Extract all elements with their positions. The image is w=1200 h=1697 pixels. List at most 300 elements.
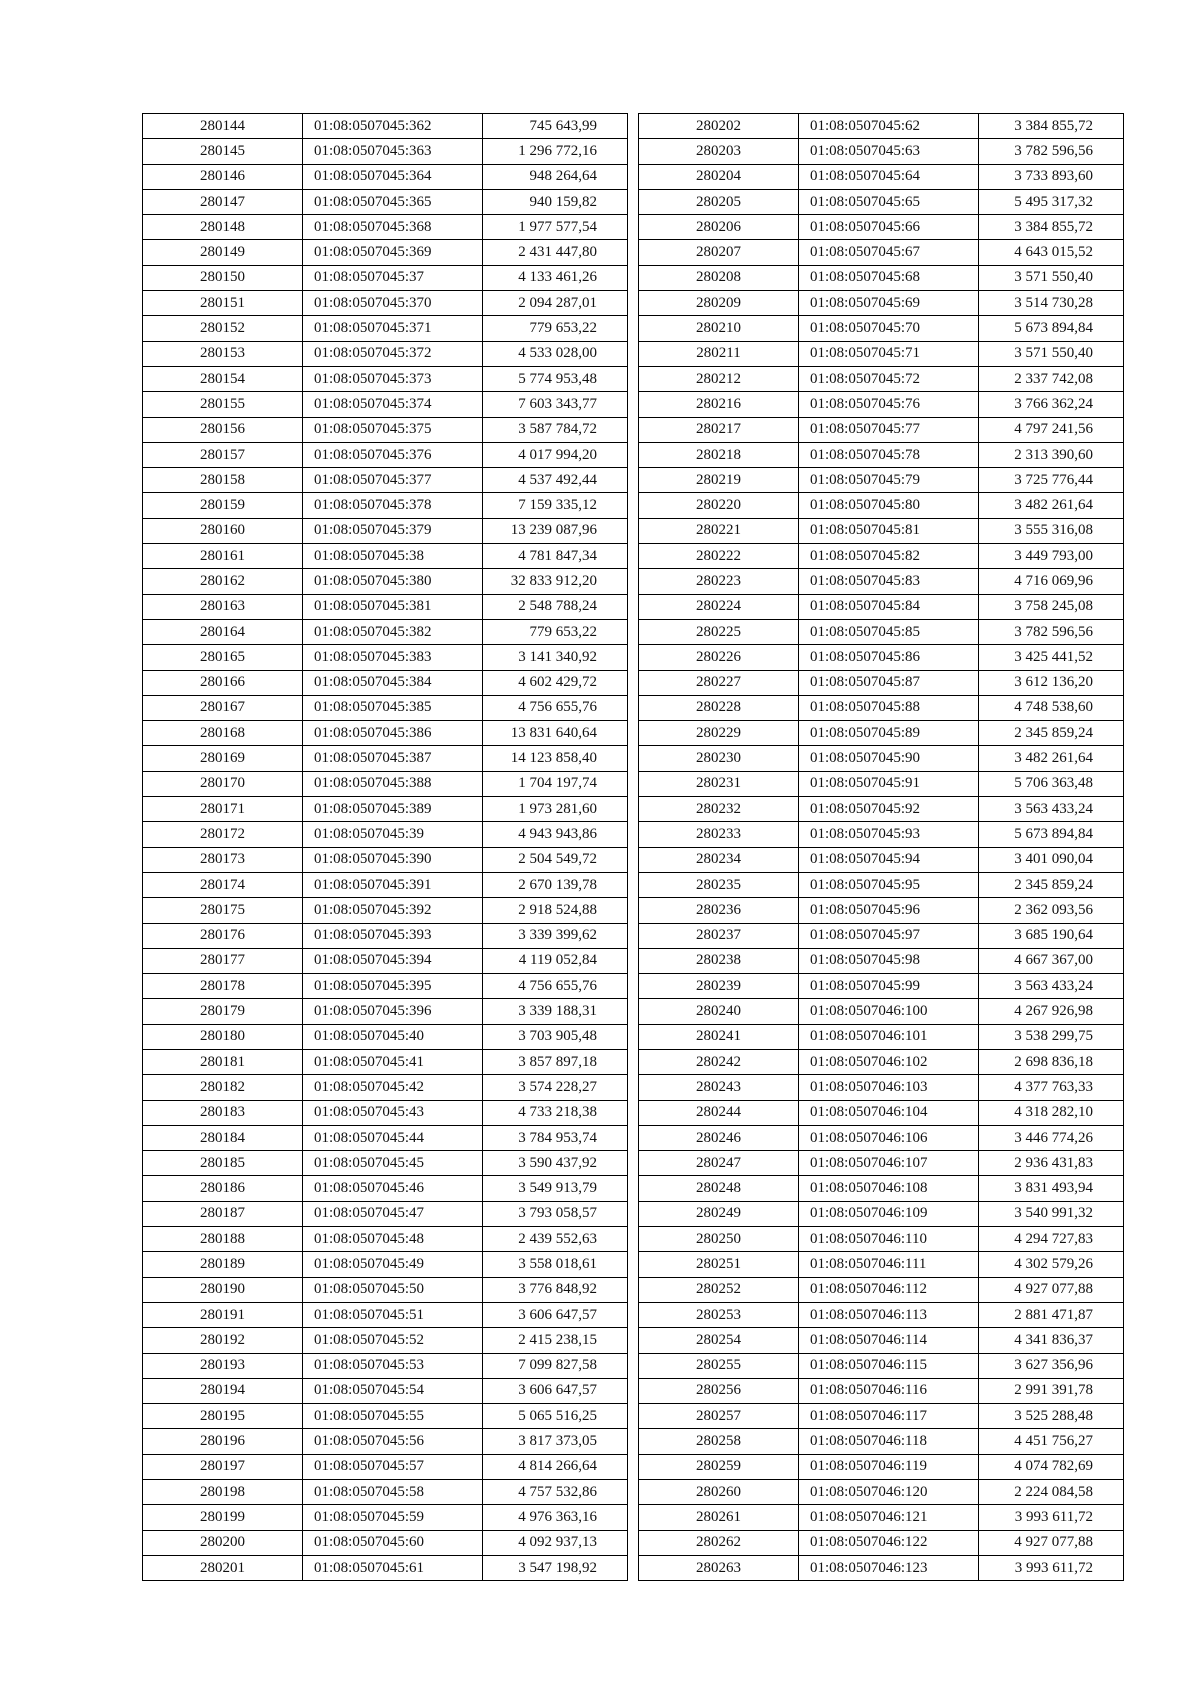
table-row <box>639 493 1124 518</box>
cadastral-number-cell: 01:08:0507045:393 <box>303 923 483 948</box>
cadastral-number-cell: 01:08:0507045:42 <box>303 1075 483 1100</box>
cadastral-number-cell: 01:08:0507045:56 <box>303 1429 483 1454</box>
table-row <box>143 468 628 493</box>
cadastral-number-cell: 01:08:0507045:83 <box>799 569 979 594</box>
row-number-cell: 280228 <box>639 695 799 720</box>
value-cell: 3 574 228,27 <box>483 1075 628 1100</box>
cadastral-number-cell: 01:08:0507045:390 <box>303 847 483 872</box>
value-cell: 14 123 858,40 <box>483 746 628 771</box>
row-number-cell: 280202 <box>639 114 799 139</box>
table-row <box>143 746 628 771</box>
value-cell: 4 377 763,33 <box>979 1075 1124 1100</box>
cadastral-number-cell: 01:08:0507046:101 <box>799 1024 979 1049</box>
row-number-cell: 280241 <box>639 1024 799 1049</box>
cadastral-number-cell: 01:08:0507045:53 <box>303 1353 483 1378</box>
row-number-cell: 280146 <box>143 164 303 189</box>
table-row <box>143 645 628 670</box>
table-row <box>143 316 628 341</box>
value-cell: 4 267 926,98 <box>979 999 1124 1024</box>
table-row <box>639 1353 1124 1378</box>
cadastral-number-cell: 01:08:0507045:71 <box>799 341 979 366</box>
value-cell: 3 482 261,64 <box>979 493 1124 518</box>
value-cell: 1 977 577,54 <box>483 215 628 240</box>
row-number-cell: 280222 <box>639 544 799 569</box>
table-row <box>143 1429 628 1454</box>
row-number-cell: 280171 <box>143 797 303 822</box>
value-cell: 779 653,22 <box>483 619 628 644</box>
value-cell: 3 857 897,18 <box>483 1049 628 1074</box>
table-row <box>143 341 628 366</box>
row-number-cell: 280145 <box>143 139 303 164</box>
table-row <box>639 1505 1124 1530</box>
row-number-cell: 280242 <box>639 1049 799 1074</box>
value-cell: 4 733 218,38 <box>483 1100 628 1125</box>
value-cell: 4 797 241,56 <box>979 417 1124 442</box>
cadastral-number-cell: 01:08:0507045:380 <box>303 569 483 594</box>
table-row <box>639 822 1124 847</box>
table-row <box>639 1302 1124 1327</box>
cadastral-number-cell: 01:08:0507045:49 <box>303 1252 483 1277</box>
row-number-cell: 280162 <box>143 569 303 594</box>
row-number-cell: 280170 <box>143 771 303 796</box>
row-number-cell: 280256 <box>639 1378 799 1403</box>
table-row <box>639 240 1124 265</box>
cadastral-number-cell: 01:08:0507046:122 <box>799 1530 979 1555</box>
row-number-cell: 280201 <box>143 1555 303 1580</box>
value-cell: 3 627 356,96 <box>979 1353 1124 1378</box>
value-cell: 4 781 847,34 <box>483 544 628 569</box>
cadastral-number-cell: 01:08:0507045:86 <box>799 645 979 670</box>
row-number-cell: 280233 <box>639 822 799 847</box>
table-row <box>143 1100 628 1125</box>
table-row <box>639 569 1124 594</box>
row-number-cell: 280226 <box>639 645 799 670</box>
table-row <box>143 1075 628 1100</box>
value-cell: 4 756 655,76 <box>483 974 628 999</box>
row-number-cell: 280223 <box>639 569 799 594</box>
value-cell: 3 817 373,05 <box>483 1429 628 1454</box>
cadastral-number-cell: 01:08:0507045:93 <box>799 822 979 847</box>
cadastral-number-cell: 01:08:0507045:388 <box>303 771 483 796</box>
cadastral-number-cell: 01:08:0507045:394 <box>303 948 483 973</box>
table-row <box>143 872 628 897</box>
table-row <box>639 771 1124 796</box>
row-number-cell: 280173 <box>143 847 303 872</box>
value-cell: 3 549 913,79 <box>483 1176 628 1201</box>
cadastral-number-cell: 01:08:0507045:382 <box>303 619 483 644</box>
cadastral-number-cell: 01:08:0507046:100 <box>799 999 979 1024</box>
row-number-cell: 280240 <box>639 999 799 1024</box>
row-number-cell: 280203 <box>639 139 799 164</box>
table-row <box>143 392 628 417</box>
row-number-cell: 280144 <box>143 114 303 139</box>
cadastral-number-cell: 01:08:0507045:76 <box>799 392 979 417</box>
cadastral-number-cell: 01:08:0507045:375 <box>303 417 483 442</box>
row-number-cell: 280249 <box>639 1201 799 1226</box>
cadastral-number-cell: 01:08:0507046:108 <box>799 1176 979 1201</box>
row-number-cell: 280169 <box>143 746 303 771</box>
row-number-cell: 280152 <box>143 316 303 341</box>
row-number-cell: 280172 <box>143 822 303 847</box>
value-cell: 4 341 836,37 <box>979 1328 1124 1353</box>
table-row <box>639 619 1124 644</box>
cadastral-number-cell: 01:08:0507045:81 <box>799 518 979 543</box>
value-cell: 2 337 742,08 <box>979 366 1124 391</box>
value-cell: 2 362 093,56 <box>979 898 1124 923</box>
table-row <box>639 189 1124 214</box>
cadastral-number-cell: 01:08:0507045:96 <box>799 898 979 923</box>
cadastral-number-cell: 01:08:0507045:368 <box>303 215 483 240</box>
cadastral-number-cell: 01:08:0507046:116 <box>799 1378 979 1403</box>
row-number-cell: 280174 <box>143 872 303 897</box>
row-number-cell: 280246 <box>639 1125 799 1150</box>
table-row <box>639 544 1124 569</box>
row-number-cell: 280238 <box>639 948 799 973</box>
row-number-cell: 280179 <box>143 999 303 1024</box>
value-cell: 4 074 782,69 <box>979 1454 1124 1479</box>
row-number-cell: 280184 <box>143 1125 303 1150</box>
row-number-cell: 280247 <box>639 1151 799 1176</box>
value-cell: 3 540 991,32 <box>979 1201 1124 1226</box>
table-row <box>639 1328 1124 1353</box>
row-number-cell: 280168 <box>143 721 303 746</box>
table-row <box>143 1454 628 1479</box>
row-number-cell: 280176 <box>143 923 303 948</box>
cadastral-number-cell: 01:08:0507045:374 <box>303 392 483 417</box>
value-cell: 4 602 429,72 <box>483 670 628 695</box>
value-cell: 4 537 492,44 <box>483 468 628 493</box>
value-cell: 1 296 772,16 <box>483 139 628 164</box>
table-row <box>143 1277 628 1302</box>
value-cell: 2 345 859,24 <box>979 872 1124 897</box>
cadastral-number-cell: 01:08:0507045:87 <box>799 670 979 695</box>
value-cell: 3 563 433,24 <box>979 797 1124 822</box>
value-cell: 779 653,22 <box>483 316 628 341</box>
value-cell: 2 936 431,83 <box>979 1151 1124 1176</box>
table-row <box>143 569 628 594</box>
row-number-cell: 280196 <box>143 1429 303 1454</box>
row-number-cell: 280194 <box>143 1378 303 1403</box>
row-number-cell: 280243 <box>639 1075 799 1100</box>
cadastral-number-cell: 01:08:0507045:43 <box>303 1100 483 1125</box>
table-row <box>143 1555 628 1580</box>
table-row <box>143 797 628 822</box>
cadastral-number-cell: 01:08:0507046:112 <box>799 1277 979 1302</box>
value-cell: 7 099 827,58 <box>483 1353 628 1378</box>
table-row <box>143 1378 628 1403</box>
cadastral-number-cell: 01:08:0507045:79 <box>799 468 979 493</box>
table-row <box>639 1075 1124 1100</box>
table-row <box>639 1125 1124 1150</box>
value-cell: 13 831 640,64 <box>483 721 628 746</box>
row-number-cell: 280153 <box>143 341 303 366</box>
value-cell: 3 384 855,72 <box>979 114 1124 139</box>
value-cell: 2 991 391,78 <box>979 1378 1124 1403</box>
cadastral-number-cell: 01:08:0507046:117 <box>799 1404 979 1429</box>
table-row <box>639 1227 1124 1252</box>
table-row <box>639 1378 1124 1403</box>
cadastral-number-cell: 01:08:0507045:48 <box>303 1227 483 1252</box>
value-cell: 2 504 549,72 <box>483 847 628 872</box>
row-number-cell: 280205 <box>639 189 799 214</box>
row-number-cell: 280165 <box>143 645 303 670</box>
cadastral-number-cell: 01:08:0507045:67 <box>799 240 979 265</box>
table-row <box>639 1530 1124 1555</box>
cadastral-number-cell: 01:08:0507046:106 <box>799 1125 979 1150</box>
table-row <box>639 1176 1124 1201</box>
table-row <box>639 366 1124 391</box>
table-row <box>639 721 1124 746</box>
row-number-cell: 280217 <box>639 417 799 442</box>
row-number-cell: 280190 <box>143 1277 303 1302</box>
row-number-cell: 280158 <box>143 468 303 493</box>
table-row <box>639 1277 1124 1302</box>
value-cell: 3 590 437,92 <box>483 1151 628 1176</box>
table-row <box>143 291 628 316</box>
value-cell: 3 563 433,24 <box>979 974 1124 999</box>
table-row <box>639 1100 1124 1125</box>
value-cell: 940 159,82 <box>483 189 628 214</box>
value-cell: 5 774 953,48 <box>483 366 628 391</box>
value-cell: 4 757 532,86 <box>483 1480 628 1505</box>
table-row <box>639 1454 1124 1479</box>
table-row <box>143 948 628 973</box>
row-number-cell: 280204 <box>639 164 799 189</box>
cadastral-number-cell: 01:08:0507045:47 <box>303 1201 483 1226</box>
cadastral-number-cell: 01:08:0507045:60 <box>303 1530 483 1555</box>
value-cell: 2 415 238,15 <box>483 1328 628 1353</box>
cadastral-number-cell: 01:08:0507045:90 <box>799 746 979 771</box>
table-row <box>143 721 628 746</box>
value-cell: 4 294 727,83 <box>979 1227 1124 1252</box>
value-cell: 2 439 552,63 <box>483 1227 628 1252</box>
value-cell: 4 533 028,00 <box>483 341 628 366</box>
table-row <box>639 114 1124 139</box>
table-row <box>639 999 1124 1024</box>
cadastral-number-cell: 01:08:0507045:91 <box>799 771 979 796</box>
value-cell: 2 670 139,78 <box>483 872 628 897</box>
table-row <box>639 923 1124 948</box>
value-cell: 7 159 335,12 <box>483 493 628 518</box>
table-row <box>639 1480 1124 1505</box>
table-row <box>143 1404 628 1429</box>
table-row <box>639 1429 1124 1454</box>
table-row <box>143 189 628 214</box>
row-number-cell: 280195 <box>143 1404 303 1429</box>
value-cell: 4 756 655,76 <box>483 695 628 720</box>
value-cell: 7 603 343,77 <box>483 392 628 417</box>
row-number-cell: 280262 <box>639 1530 799 1555</box>
row-number-cell: 280218 <box>639 442 799 467</box>
cadastral-number-cell: 01:08:0507045:389 <box>303 797 483 822</box>
row-number-cell: 280260 <box>639 1480 799 1505</box>
table-row <box>143 1125 628 1150</box>
table-row <box>143 114 628 139</box>
cadastral-number-cell: 01:08:0507045:44 <box>303 1125 483 1150</box>
cadastral-number-cell: 01:08:0507045:378 <box>303 493 483 518</box>
cadastral-number-cell: 01:08:0507045:92 <box>799 797 979 822</box>
cadastral-number-cell: 01:08:0507045:376 <box>303 442 483 467</box>
value-cell: 3 571 550,40 <box>979 265 1124 290</box>
table-row <box>143 1505 628 1530</box>
cadastral-number-cell: 01:08:0507046:113 <box>799 1302 979 1327</box>
value-cell: 3 733 893,60 <box>979 164 1124 189</box>
value-cell: 2 224 084,58 <box>979 1480 1124 1505</box>
cadastral-number-cell: 01:08:0507045:69 <box>799 291 979 316</box>
cadastral-number-cell: 01:08:0507045:381 <box>303 594 483 619</box>
cadastral-number-cell: 01:08:0507045:396 <box>303 999 483 1024</box>
cadastral-number-cell: 01:08:0507045:377 <box>303 468 483 493</box>
table-row <box>143 265 628 290</box>
row-number-cell: 280212 <box>639 366 799 391</box>
value-cell: 3 449 793,00 <box>979 544 1124 569</box>
table-row <box>143 974 628 999</box>
table-row <box>143 1201 628 1226</box>
table-row <box>639 797 1124 822</box>
table-row <box>639 1555 1124 1580</box>
table-row <box>143 822 628 847</box>
table-row <box>143 1530 628 1555</box>
value-cell: 3 766 362,24 <box>979 392 1124 417</box>
cadastral-number-cell: 01:08:0507045:379 <box>303 518 483 543</box>
value-cell: 3 401 090,04 <box>979 847 1124 872</box>
value-cell: 4 943 943,86 <box>483 822 628 847</box>
row-number-cell: 280251 <box>639 1252 799 1277</box>
table-row <box>143 619 628 644</box>
value-cell: 5 706 363,48 <box>979 771 1124 796</box>
left-table <box>142 113 628 1581</box>
value-cell: 3 606 647,57 <box>483 1302 628 1327</box>
table-row <box>143 1328 628 1353</box>
row-number-cell: 280258 <box>639 1429 799 1454</box>
table-row <box>143 1227 628 1252</box>
table-row <box>639 1151 1124 1176</box>
value-cell: 2 548 788,24 <box>483 594 628 619</box>
cadastral-number-cell: 01:08:0507045:45 <box>303 1151 483 1176</box>
value-cell: 948 264,64 <box>483 164 628 189</box>
value-cell: 3 725 776,44 <box>979 468 1124 493</box>
cadastral-number-cell: 01:08:0507045:98 <box>799 948 979 973</box>
table-row <box>143 493 628 518</box>
value-cell: 2 698 836,18 <box>979 1049 1124 1074</box>
cadastral-number-cell: 01:08:0507045:89 <box>799 721 979 746</box>
row-number-cell: 280183 <box>143 1100 303 1125</box>
cadastral-number-cell: 01:08:0507046:102 <box>799 1049 979 1074</box>
row-number-cell: 280178 <box>143 974 303 999</box>
value-cell: 2 431 447,80 <box>483 240 628 265</box>
cadastral-number-cell: 01:08:0507045:85 <box>799 619 979 644</box>
row-number-cell: 280234 <box>639 847 799 872</box>
table-row <box>143 544 628 569</box>
value-cell: 3 831 493,94 <box>979 1176 1124 1201</box>
row-number-cell: 280157 <box>143 442 303 467</box>
table-row <box>143 518 628 543</box>
cadastral-number-cell: 01:08:0507046:123 <box>799 1555 979 1580</box>
table-row <box>143 1176 628 1201</box>
value-cell: 1 973 281,60 <box>483 797 628 822</box>
row-number-cell: 280161 <box>143 544 303 569</box>
cadastral-number-cell: 01:08:0507045:386 <box>303 721 483 746</box>
cadastral-number-cell: 01:08:0507045:395 <box>303 974 483 999</box>
table-row <box>639 1201 1124 1226</box>
table-row <box>143 215 628 240</box>
value-cell: 2 345 859,24 <box>979 721 1124 746</box>
row-number-cell: 280211 <box>639 341 799 366</box>
table-row <box>143 164 628 189</box>
value-cell: 4 927 077,88 <box>979 1530 1124 1555</box>
value-cell: 3 558 018,61 <box>483 1252 628 1277</box>
row-number-cell: 280189 <box>143 1252 303 1277</box>
row-number-cell: 280244 <box>639 1100 799 1125</box>
value-cell: 3 339 188,31 <box>483 999 628 1024</box>
row-number-cell: 280156 <box>143 417 303 442</box>
table-row <box>639 265 1124 290</box>
cadastral-number-cell: 01:08:0507045:65 <box>799 189 979 214</box>
cadastral-number-cell: 01:08:0507045:66 <box>799 215 979 240</box>
cadastral-number-cell: 01:08:0507045:365 <box>303 189 483 214</box>
cadastral-number-cell: 01:08:0507046:114 <box>799 1328 979 1353</box>
table-row <box>143 771 628 796</box>
value-cell: 4 318 282,10 <box>979 1100 1124 1125</box>
table-row <box>639 898 1124 923</box>
table-row <box>143 139 628 164</box>
value-cell: 4 814 266,64 <box>483 1454 628 1479</box>
table-row <box>143 999 628 1024</box>
cadastral-number-cell: 01:08:0507045:38 <box>303 544 483 569</box>
value-cell: 3 784 953,74 <box>483 1125 628 1150</box>
row-number-cell: 280182 <box>143 1075 303 1100</box>
value-cell: 4 119 052,84 <box>483 948 628 973</box>
cadastral-number-cell: 01:08:0507045:362 <box>303 114 483 139</box>
cadastral-number-cell: 01:08:0507045:99 <box>799 974 979 999</box>
value-cell: 3 425 441,52 <box>979 645 1124 670</box>
cadastral-number-cell: 01:08:0507045:392 <box>303 898 483 923</box>
cadastral-number-cell: 01:08:0507045:387 <box>303 746 483 771</box>
table-row <box>639 316 1124 341</box>
cadastral-number-cell: 01:08:0507045:55 <box>303 1404 483 1429</box>
value-cell: 3 141 340,92 <box>483 645 628 670</box>
row-number-cell: 280261 <box>639 1505 799 1530</box>
value-cell: 5 673 894,84 <box>979 822 1124 847</box>
row-number-cell: 280177 <box>143 948 303 973</box>
value-cell: 2 918 524,88 <box>483 898 628 923</box>
row-number-cell: 280253 <box>639 1302 799 1327</box>
table-row <box>639 1252 1124 1277</box>
right-table <box>638 113 1124 1581</box>
cadastral-number-cell: 01:08:0507045:77 <box>799 417 979 442</box>
row-number-cell: 280235 <box>639 872 799 897</box>
cadastral-number-cell: 01:08:0507045:78 <box>799 442 979 467</box>
row-number-cell: 280155 <box>143 392 303 417</box>
cadastral-number-cell: 01:08:0507045:364 <box>303 164 483 189</box>
cadastral-number-cell: 01:08:0507045:370 <box>303 291 483 316</box>
cadastral-number-cell: 01:08:0507045:88 <box>799 695 979 720</box>
row-number-cell: 280149 <box>143 240 303 265</box>
value-cell: 5 495 317,32 <box>979 189 1124 214</box>
row-number-cell: 280225 <box>639 619 799 644</box>
cadastral-number-cell: 01:08:0507046:103 <box>799 1075 979 1100</box>
table-row <box>143 670 628 695</box>
value-cell: 5 673 894,84 <box>979 316 1124 341</box>
row-number-cell: 280150 <box>143 265 303 290</box>
table-row <box>639 645 1124 670</box>
cadastral-number-cell: 01:08:0507046:120 <box>799 1480 979 1505</box>
table-row <box>639 1024 1124 1049</box>
value-cell: 3 685 190,64 <box>979 923 1124 948</box>
row-number-cell: 280221 <box>639 518 799 543</box>
table-row <box>639 392 1124 417</box>
row-number-cell: 280263 <box>639 1555 799 1580</box>
